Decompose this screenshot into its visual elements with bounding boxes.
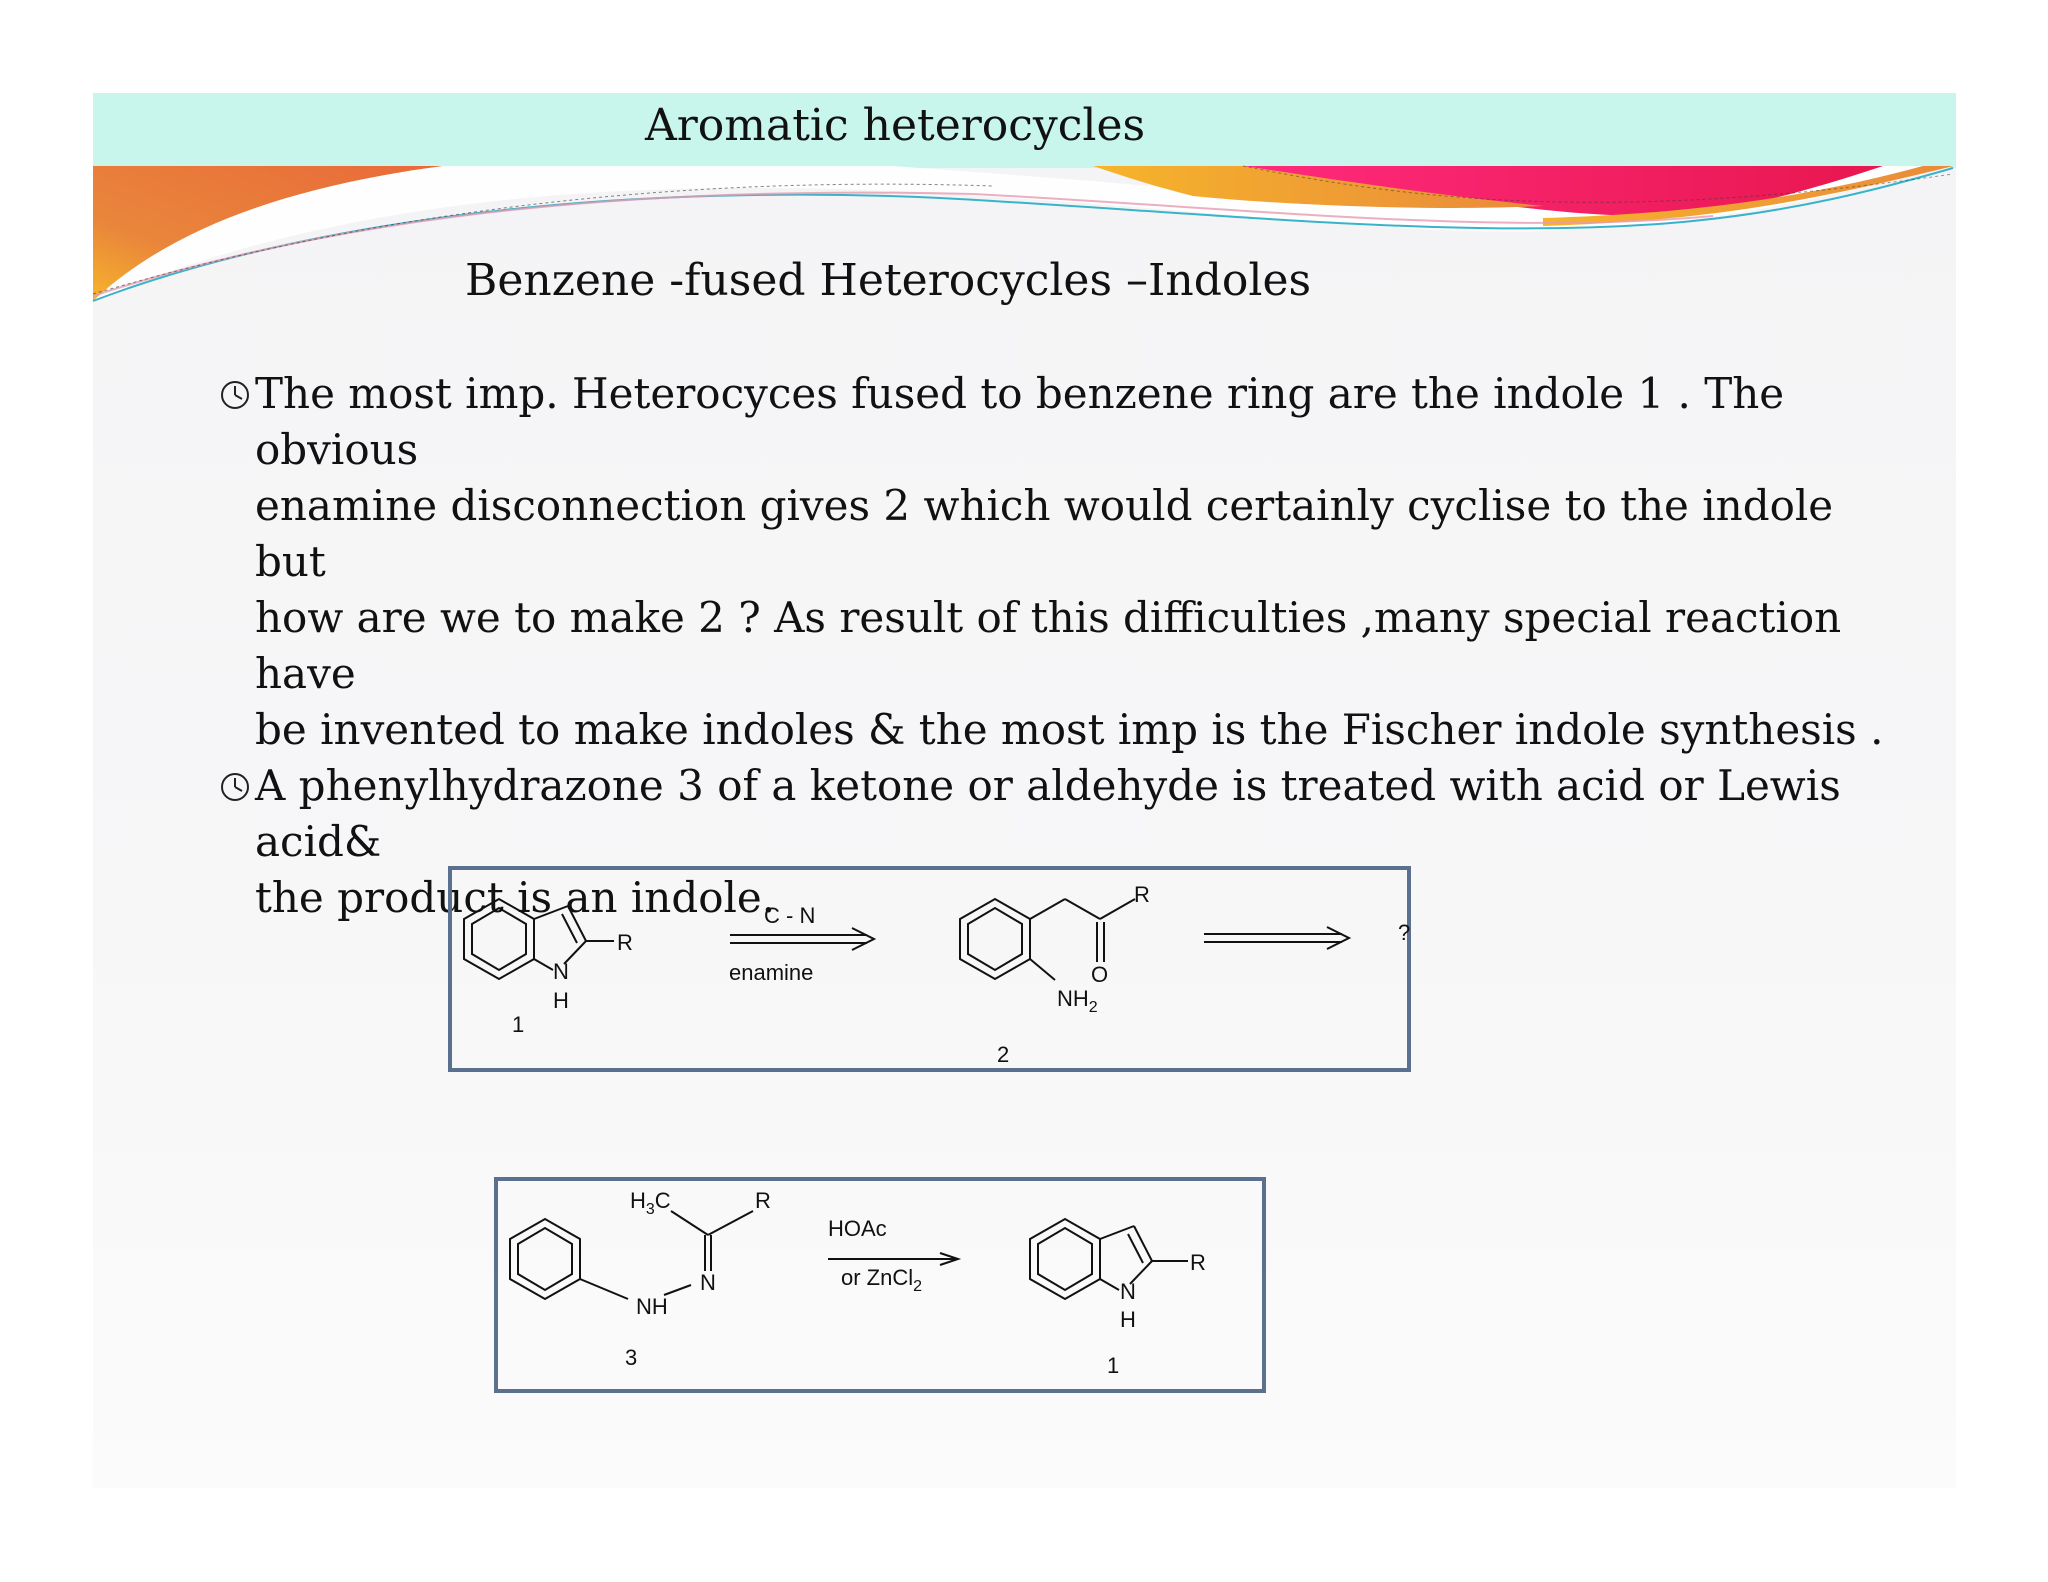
retrosynthesis-arrow-2	[1204, 927, 1349, 949]
indole-1-structure	[464, 899, 614, 979]
scheme-1-drawing	[452, 870, 1411, 1068]
compound-3-NH: NH	[636, 1294, 668, 1319]
compound-1-label: 1	[512, 1012, 525, 1037]
compound-2-label: 2	[997, 1042, 1010, 1067]
clock-icon	[218, 770, 252, 804]
reagent-top: HOAc	[828, 1216, 887, 1241]
reagent-ZnCl: or ZnCl	[841, 1265, 914, 1290]
clock-icon	[218, 378, 252, 412]
retrosynthesis-arrow-1	[730, 928, 874, 950]
compound-3-label: 3	[625, 1345, 638, 1370]
product-R: R	[1190, 1250, 1206, 1275]
bullet-line: The most imp. Heterocyces fused to benzene ring are the indole 1 . The obvious	[255, 369, 1785, 474]
arrow-top-label: C - N	[764, 903, 816, 928]
bullet-line: be invented to make indoles & the most imp is the Fischer indole synthesis .	[255, 705, 1884, 754]
bullet-line: enamine disconnection gives 2 which would certainly cyclise to the indole but	[255, 481, 1834, 586]
compound-2-R: R	[1134, 882, 1150, 907]
question-mark: ?	[1398, 920, 1411, 945]
reaction-scheme-1	[448, 866, 1411, 1072]
compound-2-subscript: 2	[1088, 999, 1098, 1016]
compound-3-R: R	[755, 1188, 771, 1213]
methyl-group	[630, 1188, 671, 1218]
reagent-subscript: 2	[913, 1278, 923, 1295]
bullet-line: how are we to make 2 ? As result of this difficulties ,many special reaction have	[255, 593, 1842, 698]
reaction-scheme-2	[494, 1177, 1266, 1393]
scheme-2-drawing	[498, 1181, 1262, 1389]
compound-2-NH: NH	[1057, 986, 1089, 1011]
compound-3-N: N	[700, 1270, 716, 1295]
arrow-bottom-label: enamine	[729, 960, 814, 985]
indole-N: N	[553, 959, 569, 984]
product-N: N	[1120, 1279, 1136, 1304]
indole-R: R	[617, 930, 633, 955]
reaction-arrow	[828, 1253, 958, 1265]
compound-2-structure	[960, 899, 1135, 980]
bullet-line: A phenylhydrazone 3 of a ketone or aldehyde is treated with acid or Lewis acid&	[255, 761, 1841, 866]
methyl-subscript: 3	[645, 1201, 655, 1218]
methyl-C: C	[654, 1188, 671, 1213]
indole-H: H	[553, 988, 569, 1013]
phenylhydrazone-structure	[510, 1211, 753, 1299]
bullet-line: the product is an indole.	[255, 873, 776, 922]
methyl-H: H	[630, 1188, 646, 1213]
slide-subtitle: Benzene -fused Heterocycles –Indoles	[465, 255, 1312, 306]
compound-2-NH2	[1057, 986, 1098, 1016]
reagent-bottom	[841, 1265, 922, 1295]
compound-2-O: O	[1091, 962, 1109, 987]
indole-product-structure	[1030, 1219, 1188, 1299]
product-label: 1	[1107, 1353, 1120, 1378]
product-H: H	[1120, 1307, 1136, 1332]
bullet-list	[218, 366, 1898, 926]
slide-title: Aromatic heterocycles	[645, 100, 1146, 151]
bullet-item	[218, 366, 1898, 758]
